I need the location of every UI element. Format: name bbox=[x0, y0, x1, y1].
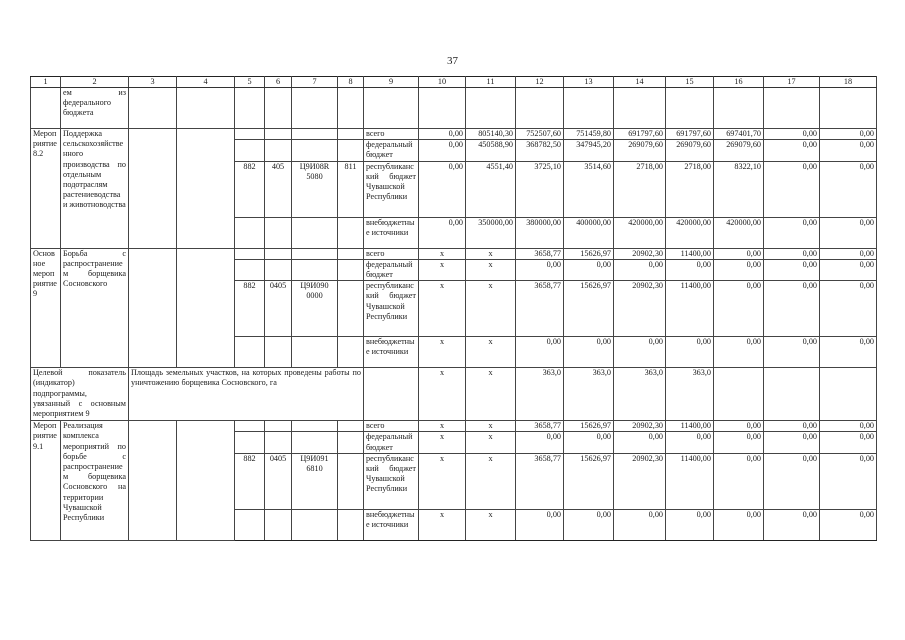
value-cell: 269079,60 bbox=[666, 140, 714, 161]
value-cell: 0,00 bbox=[714, 337, 764, 368]
column-number-11: 11 bbox=[466, 77, 516, 88]
empty-cell bbox=[292, 337, 338, 368]
value-cell: 11400,00 bbox=[666, 248, 714, 259]
value-cell: x bbox=[419, 281, 466, 337]
indicator-label: Целевой показатель (индикатор) подпрограммы, увязанный с основным мероприятием 9 bbox=[31, 368, 129, 421]
value-cell: 0,00 bbox=[820, 248, 877, 259]
column-number-16: 16 bbox=[714, 77, 764, 88]
empty-cell bbox=[338, 129, 364, 140]
value-cell: 0,00 bbox=[820, 281, 877, 337]
value-cell: 368782,50 bbox=[516, 140, 564, 161]
table-row bbox=[31, 88, 877, 129]
column-number-14: 14 bbox=[614, 77, 666, 88]
value-cell: 363,0 bbox=[564, 368, 614, 421]
value-cell: 0,00 bbox=[714, 259, 764, 280]
value-cell: 697401,70 bbox=[714, 129, 764, 140]
empty-cell bbox=[235, 259, 265, 280]
value-cell: 0,00 bbox=[666, 337, 714, 368]
value-cell: x bbox=[419, 453, 466, 509]
column-number-13: 13 bbox=[564, 77, 614, 88]
empty-cell bbox=[338, 248, 364, 259]
funding-source: республиканский бюджет Чувашской Республики bbox=[364, 281, 419, 337]
indicator-description: Площадь земельных участков, на которых проведены работы по уничтожению борщевика Сосновского, га bbox=[129, 368, 364, 421]
value-cell: 752507,60 bbox=[516, 129, 564, 140]
column-number-18: 18 bbox=[820, 77, 877, 88]
value-cell: 0,00 bbox=[764, 453, 820, 509]
value-cell: 0,00 bbox=[419, 217, 466, 248]
value-cell: 3658,77 bbox=[516, 453, 564, 509]
ministry-code: 882 bbox=[235, 281, 265, 337]
empty-cell bbox=[265, 129, 292, 140]
column-number-2: 2 bbox=[61, 77, 129, 88]
section-code: 0405 bbox=[265, 281, 292, 337]
value-cell: x bbox=[419, 432, 466, 453]
value-cell: 691797,60 bbox=[614, 129, 666, 140]
empty-cell bbox=[292, 509, 338, 540]
value-cell: x bbox=[419, 421, 466, 432]
value-cell: 0,00 bbox=[714, 421, 764, 432]
empty-cell bbox=[265, 432, 292, 453]
empty-cell bbox=[265, 88, 292, 129]
value-cell: 0,00 bbox=[564, 509, 614, 540]
empty-cell bbox=[292, 259, 338, 280]
value-cell: 691797,60 bbox=[666, 129, 714, 140]
value-cell: x bbox=[466, 432, 516, 453]
value-cell: 0,00 bbox=[666, 432, 714, 453]
empty-cell bbox=[265, 259, 292, 280]
empty-cell bbox=[564, 88, 614, 129]
empty-cell bbox=[292, 217, 338, 248]
value-cell: 420000,00 bbox=[666, 217, 714, 248]
value-cell: 0,00 bbox=[714, 248, 764, 259]
empty-cell bbox=[364, 368, 419, 421]
value-cell: 0,00 bbox=[614, 337, 666, 368]
value-cell: 420000,00 bbox=[714, 217, 764, 248]
ministry-code: 882 bbox=[235, 161, 265, 217]
value-cell: 363,0 bbox=[614, 368, 666, 421]
empty-cell bbox=[177, 421, 235, 541]
empty-cell bbox=[338, 432, 364, 453]
empty-cell bbox=[364, 88, 419, 129]
value-cell: 15626,97 bbox=[564, 281, 614, 337]
empty-cell bbox=[338, 88, 364, 129]
empty-cell bbox=[820, 368, 877, 421]
empty-cell bbox=[338, 509, 364, 540]
empty-cell bbox=[129, 421, 177, 541]
empty-cell bbox=[265, 248, 292, 259]
value-cell: 0,00 bbox=[764, 421, 820, 432]
column-number-15: 15 bbox=[666, 77, 714, 88]
value-cell: 11400,00 bbox=[666, 453, 714, 509]
empty-cell bbox=[235, 129, 265, 140]
value-cell: 347945,20 bbox=[564, 140, 614, 161]
value-cell: x bbox=[466, 337, 516, 368]
value-cell: x bbox=[466, 248, 516, 259]
measure-name: Реализация комплекса мероприятий по борьбе с распространением борщевика Сосновского на территории Чувашской Республики bbox=[61, 421, 129, 541]
value-cell: 15626,97 bbox=[564, 453, 614, 509]
funding-source: внебюджетные источники bbox=[364, 509, 419, 540]
empty-cell bbox=[31, 88, 61, 129]
empty-cell bbox=[466, 88, 516, 129]
value-cell: 0,00 bbox=[564, 337, 614, 368]
empty-cell bbox=[516, 88, 564, 129]
value-cell: 20902,30 bbox=[614, 248, 666, 259]
column-number-row bbox=[31, 77, 877, 88]
value-cell: x bbox=[419, 368, 466, 421]
value-cell: 0,00 bbox=[516, 259, 564, 280]
empty-cell bbox=[235, 217, 265, 248]
empty-cell bbox=[265, 421, 292, 432]
value-cell: 8322,10 bbox=[714, 161, 764, 217]
empty-cell bbox=[338, 453, 364, 509]
value-cell: 0,00 bbox=[820, 129, 877, 140]
value-cell: 805140,30 bbox=[466, 129, 516, 140]
empty-cell bbox=[235, 432, 265, 453]
funding-source: федеральный бюджет bbox=[364, 140, 419, 161]
value-cell: 0,00 bbox=[820, 453, 877, 509]
value-cell: 0,00 bbox=[614, 509, 666, 540]
target-article-code: Ц9И090 0000 bbox=[292, 281, 338, 337]
empty-cell bbox=[129, 248, 177, 368]
value-cell: 20902,30 bbox=[614, 421, 666, 432]
column-number-1: 1 bbox=[31, 77, 61, 88]
empty-cell bbox=[265, 337, 292, 368]
value-cell: 0,00 bbox=[820, 337, 877, 368]
target-article-code: Ц9И08R 5080 bbox=[292, 161, 338, 217]
value-cell: x bbox=[466, 509, 516, 540]
empty-cell bbox=[129, 129, 177, 249]
value-cell: x bbox=[419, 509, 466, 540]
table-row bbox=[31, 421, 877, 432]
value-cell: 3658,77 bbox=[516, 281, 564, 337]
value-cell: 0,00 bbox=[764, 337, 820, 368]
empty-cell bbox=[714, 368, 764, 421]
empty-cell bbox=[338, 217, 364, 248]
empty-cell bbox=[235, 88, 265, 129]
column-number-4: 4 bbox=[177, 77, 235, 88]
value-cell: 0,00 bbox=[764, 432, 820, 453]
value-cell: 380000,00 bbox=[516, 217, 564, 248]
funding-source: внебюджетные источники bbox=[364, 217, 419, 248]
column-number-10: 10 bbox=[419, 77, 466, 88]
empty-cell bbox=[764, 88, 820, 129]
value-cell: 3658,77 bbox=[516, 248, 564, 259]
value-cell: 0,00 bbox=[564, 259, 614, 280]
table-row bbox=[31, 248, 877, 259]
funding-source: федеральный бюджет bbox=[364, 432, 419, 453]
column-number-6: 6 bbox=[265, 77, 292, 88]
value-cell: 3725,10 bbox=[516, 161, 564, 217]
value-cell: 0,00 bbox=[820, 432, 877, 453]
funding-source: всего bbox=[364, 129, 419, 140]
empty-cell bbox=[265, 140, 292, 161]
table-row bbox=[31, 129, 877, 140]
value-cell: 0,00 bbox=[714, 509, 764, 540]
funding-source: всего bbox=[364, 421, 419, 432]
value-cell: 0,00 bbox=[764, 129, 820, 140]
funding-source: федеральный бюджет bbox=[364, 259, 419, 280]
value-cell: 363,0 bbox=[516, 368, 564, 421]
empty-cell bbox=[292, 248, 338, 259]
value-cell: 0,00 bbox=[614, 432, 666, 453]
section-code: 405 bbox=[265, 161, 292, 217]
column-number-17: 17 bbox=[764, 77, 820, 88]
empty-cell bbox=[292, 432, 338, 453]
value-cell: x bbox=[466, 453, 516, 509]
value-cell: 420000,00 bbox=[614, 217, 666, 248]
empty-cell bbox=[338, 281, 364, 337]
empty-cell bbox=[177, 88, 235, 129]
empty-cell bbox=[177, 129, 235, 249]
empty-cell bbox=[764, 368, 820, 421]
value-cell: x bbox=[466, 281, 516, 337]
empty-cell bbox=[614, 88, 666, 129]
value-cell: 350000,00 bbox=[466, 217, 516, 248]
measure-name: Борьба с распространением борщевика Сосновского bbox=[61, 248, 129, 368]
column-number-5: 5 bbox=[235, 77, 265, 88]
value-cell: 2718,00 bbox=[666, 161, 714, 217]
value-cell: 3514,60 bbox=[564, 161, 614, 217]
measure-label: Мероприятие 8.2 bbox=[31, 129, 61, 249]
value-cell: 0,00 bbox=[764, 140, 820, 161]
value-cell: 0,00 bbox=[564, 432, 614, 453]
empty-cell bbox=[265, 217, 292, 248]
empty-cell bbox=[338, 337, 364, 368]
value-cell: 0,00 bbox=[764, 509, 820, 540]
value-cell: 0,00 bbox=[419, 140, 466, 161]
empty-cell bbox=[292, 140, 338, 161]
column-number-3: 3 bbox=[129, 77, 177, 88]
value-cell: x bbox=[419, 259, 466, 280]
value-cell: 0,00 bbox=[516, 509, 564, 540]
value-cell: 11400,00 bbox=[666, 421, 714, 432]
value-cell: 20902,30 bbox=[614, 281, 666, 337]
value-cell: 0,00 bbox=[666, 509, 714, 540]
empty-cell bbox=[292, 421, 338, 432]
value-cell: 269079,60 bbox=[714, 140, 764, 161]
target-article-code: Ц9И091 6810 bbox=[292, 453, 338, 509]
value-cell: 0,00 bbox=[764, 248, 820, 259]
value-cell: 363,0 bbox=[666, 368, 714, 421]
empty-cell bbox=[419, 88, 466, 129]
empty-cell bbox=[235, 248, 265, 259]
ministry-code: 882 bbox=[235, 453, 265, 509]
value-cell: 450588,90 bbox=[466, 140, 516, 161]
empty-cell bbox=[235, 337, 265, 368]
funding-source: внебюджетные источники bbox=[364, 337, 419, 368]
measure-label: Мероприятие 9.1 bbox=[31, 421, 61, 541]
empty-cell bbox=[292, 88, 338, 129]
measure-name: ем из федерального бюджета bbox=[61, 88, 129, 129]
empty-cell bbox=[292, 129, 338, 140]
value-cell: 0,00 bbox=[820, 509, 877, 540]
value-cell: 0,00 bbox=[820, 217, 877, 248]
value-cell: 0,00 bbox=[820, 259, 877, 280]
empty-cell bbox=[265, 509, 292, 540]
value-cell: 751459,80 bbox=[564, 129, 614, 140]
funding-source: всего bbox=[364, 248, 419, 259]
measure-label: Основное мероприятие 9 bbox=[31, 248, 61, 368]
value-cell: 0,00 bbox=[714, 432, 764, 453]
value-cell: x bbox=[419, 337, 466, 368]
column-number-7: 7 bbox=[292, 77, 338, 88]
value-cell: 0,00 bbox=[419, 161, 466, 217]
empty-cell bbox=[235, 140, 265, 161]
value-cell: 20902,30 bbox=[614, 453, 666, 509]
value-cell: 0,00 bbox=[764, 259, 820, 280]
value-cell: x bbox=[466, 421, 516, 432]
column-number-12: 12 bbox=[516, 77, 564, 88]
empty-cell bbox=[714, 88, 764, 129]
empty-cell bbox=[338, 259, 364, 280]
value-cell: 0,00 bbox=[714, 281, 764, 337]
empty-cell bbox=[177, 248, 235, 368]
value-cell: 15626,97 bbox=[564, 248, 614, 259]
value-cell: 15626,97 bbox=[564, 421, 614, 432]
value-cell: 0,00 bbox=[516, 337, 564, 368]
value-cell: 0,00 bbox=[820, 421, 877, 432]
value-cell: 400000,00 bbox=[564, 217, 614, 248]
empty-cell bbox=[129, 88, 177, 129]
column-number-8: 8 bbox=[338, 77, 364, 88]
value-cell: 269079,60 bbox=[614, 140, 666, 161]
value-cell: x bbox=[466, 259, 516, 280]
value-cell: 0,00 bbox=[764, 217, 820, 248]
value-cell: x bbox=[419, 248, 466, 259]
value-cell: 0,00 bbox=[666, 259, 714, 280]
empty-cell bbox=[338, 140, 364, 161]
funding-source: республиканский бюджет Чувашской Республики bbox=[364, 453, 419, 509]
value-cell: 0,00 bbox=[820, 140, 877, 161]
value-cell: 0,00 bbox=[714, 453, 764, 509]
value-cell: x bbox=[466, 368, 516, 421]
measure-name: Поддержка сельскохозяйственного производства по отдельным подотраслям растениеводства и животноводства bbox=[61, 129, 129, 249]
value-cell: 0,00 bbox=[419, 129, 466, 140]
section-code: 0405 bbox=[265, 453, 292, 509]
value-cell: 0,00 bbox=[764, 161, 820, 217]
empty-cell bbox=[235, 421, 265, 432]
value-cell: 2718,00 bbox=[614, 161, 666, 217]
empty-cell bbox=[235, 509, 265, 540]
value-cell: 0,00 bbox=[614, 259, 666, 280]
page-number: 37 bbox=[447, 55, 458, 67]
value-cell: 3658,77 bbox=[516, 421, 564, 432]
empty-cell bbox=[820, 88, 877, 129]
expense-type-code: 811 bbox=[338, 161, 364, 217]
funding-source: республиканский бюджет Чувашской Республики bbox=[364, 161, 419, 217]
program-table bbox=[30, 76, 877, 541]
value-cell: 0,00 bbox=[820, 161, 877, 217]
value-cell: 0,00 bbox=[516, 432, 564, 453]
value-cell: 11400,00 bbox=[666, 281, 714, 337]
value-cell: 4551,40 bbox=[466, 161, 516, 217]
empty-cell bbox=[338, 421, 364, 432]
empty-cell bbox=[666, 88, 714, 129]
table-row bbox=[31, 368, 877, 421]
column-number-9: 9 bbox=[364, 77, 419, 88]
value-cell: 0,00 bbox=[764, 281, 820, 337]
